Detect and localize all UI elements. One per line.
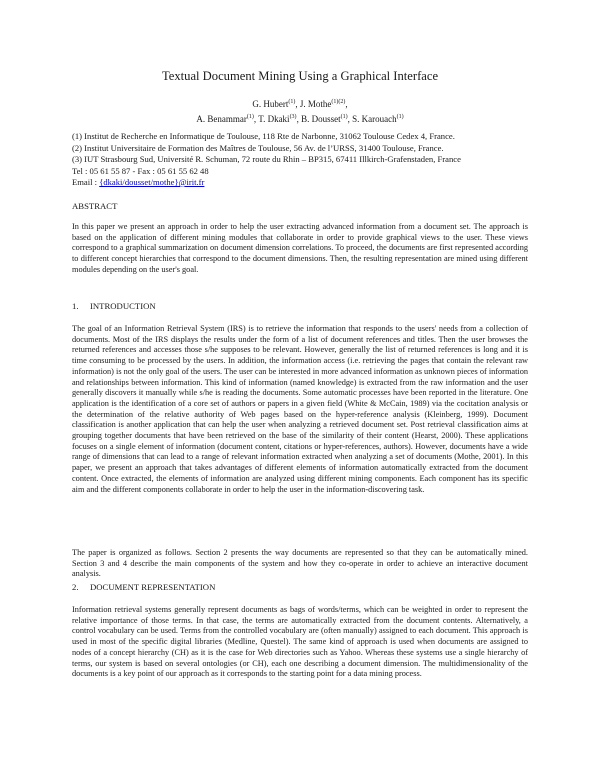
author-affiliation-mark: (3) xyxy=(289,114,297,120)
author-line-2: A. Benammar$^{(1)}$, T. Dkaki$^{(3)}$, B. Dousset$^{(1)}$, S. Karouach$^{(1)}$ xyxy=(196,114,404,124)
affiliation: (1) Institut de Recherche en Informatique de Toulouse, 118 Rte de Narbonne, 31062 Toulouse Cedex 4, France. xyxy=(72,131,455,141)
affiliations-block xyxy=(72,131,532,189)
author-name: J. Mothe xyxy=(299,99,332,109)
section-number: 1. xyxy=(72,301,79,311)
author-affiliation-mark: (1)(2) xyxy=(331,99,346,105)
affiliation: (3) IUT Strasbourg Sud, Université R. Schuman, 72 route du Rhin – BP315, 67411 Illkirch-Grafenstaden, France xyxy=(72,154,461,164)
author-list xyxy=(0,96,600,126)
abstract-paragraph: In this paper we present an approach in order to help the user extracting advanced information from a document set. The approach is based on the application of different mining modules that collaborate in order to provide graphical views to the user. These views correspond to a graphical summarization on document dimension correlations. To proceed, the documents are first represented according to different concept hierarchies that correspond to the document dimensions. Then, the resulting representation are mined using different modules depending on the user's goal. xyxy=(72,222,528,274)
author-line-1: G. Hubert$^{(1)}$, J. Mothe$^{(1)(2)}$, xyxy=(252,99,348,109)
author-name: B. Dousset xyxy=(301,114,341,124)
author-name: T. Dkaki xyxy=(258,114,290,124)
author-name: A. Benammar xyxy=(196,114,247,124)
author-name: S. Karouach xyxy=(352,114,397,124)
section-title: INTRODUCTION xyxy=(90,301,156,311)
author-affiliation-mark: (1) xyxy=(288,99,296,105)
author-name: G. Hubert xyxy=(252,99,289,109)
section-heading-introduction xyxy=(72,301,156,311)
abstract-heading: ABSTRACT xyxy=(72,201,118,211)
body-paragraph: The goal of an Information Retrieval System (IRS) is to retrieve the information that responds to the users' needs from a collection of documents. Most of the IRS displays the results under the form of a list of document references and titles. Then the user browses the returned references and accesses those s/he supposes to be relevant. However, generally the list of returned references is long and it is time consuming to be processed by the users. In addition, the information access (i.e. retrieving the pages that contain the relevant raw information) is not the only goal of the users. The user can be interested in more advanced information as unknown pieces of information and relationships between information. This kind of information (named knowledge) is extracted from the raw information and the user generally discovers it manually while s/he is reading the documents. Some automatic processes have been reported in the literature. One application is the identification of a core set of authors or papers in a given field (White & McCain, 1989) via the cocitation analysis or the determination of the relative authority of Web pages based on the hyper-reference analysis (Kleinberg, 1999). Document classification is another application that can help the user when analyzing a retrieved document set. Post retrieval classification aims at grouping together documents that have been retrieved on the base of the similarity of their content (Hearst, 2000). These applications focuses on a single element of information (document content, citations or hyper-references, authors). However, documents have a wide range of dimensions that can lead to a range of relevant information extracted when analyzing a set of documents (Mothe, 2001). In this paper, we present an approach that takes advantages of different elements of information automatically extracted from the document content. Once extracted, the elements of information are analyzed using different mining components. Each component has its specific aim and the different components collaborate in order to help the user in the information-discovering task. xyxy=(72,324,528,494)
paper-title: Textual Document Mining Using a Graphical Interface xyxy=(161,69,439,83)
author-affiliation-mark: (1) xyxy=(396,114,404,120)
email-label: Email : xyxy=(72,177,98,187)
email-link[interactable]: {dkaki/dousset/mothe}@irit.fr xyxy=(99,177,205,187)
author-affiliation-mark: (1) xyxy=(246,114,254,120)
affiliation: (2) Institut Universitaire de Formation des Maîtres de Toulouse, 56 Av. de l’URSS, 31400 Toulouse, France. xyxy=(72,142,444,153)
section-title: DOCUMENT REPRESENTATION xyxy=(90,582,216,592)
section-number: 2. xyxy=(72,582,79,592)
author-affiliation-mark: (1) xyxy=(340,114,348,120)
contact-phone-fax: Tel : 05 61 55 87 - Fax : 05 61 55 62 48 xyxy=(72,165,209,176)
body-paragraph: The paper is organized as follows. Section 2 presents the way documents are represented so that they can be automatically mined. Section 3 and 4 describe the main components of the system and how they co-operate in order to achieve an interactive document analysis. xyxy=(72,548,528,579)
contact-email xyxy=(72,177,532,189)
section-heading-document-representation xyxy=(72,582,215,592)
body-paragraph: Information retrieval systems generally represent documents as bags of words/terms, which can be weighted in order to represent the relative importance of those terms. In that case, the terms are automatically extracted from the document contents. Alternatively, a control vocabulary can be used. Terms from the controlled vocabulary are (often manually) assigned to each document. This approach is used in most of the specific digital libraries (Medline, Questel). The same kind of approach is used when documents are assigned to nodes of a concept hierarchy (CH) as it is the case for Web directories such as Yahoo. Whereas these systems use a single hierarchy of terms, our system is based on several ontologies (or CH), each one describing a document dimension. The multidimensionality of the documents is a key point of our approach as it corresponds to the starting point for a data mining process. xyxy=(72,605,528,679)
